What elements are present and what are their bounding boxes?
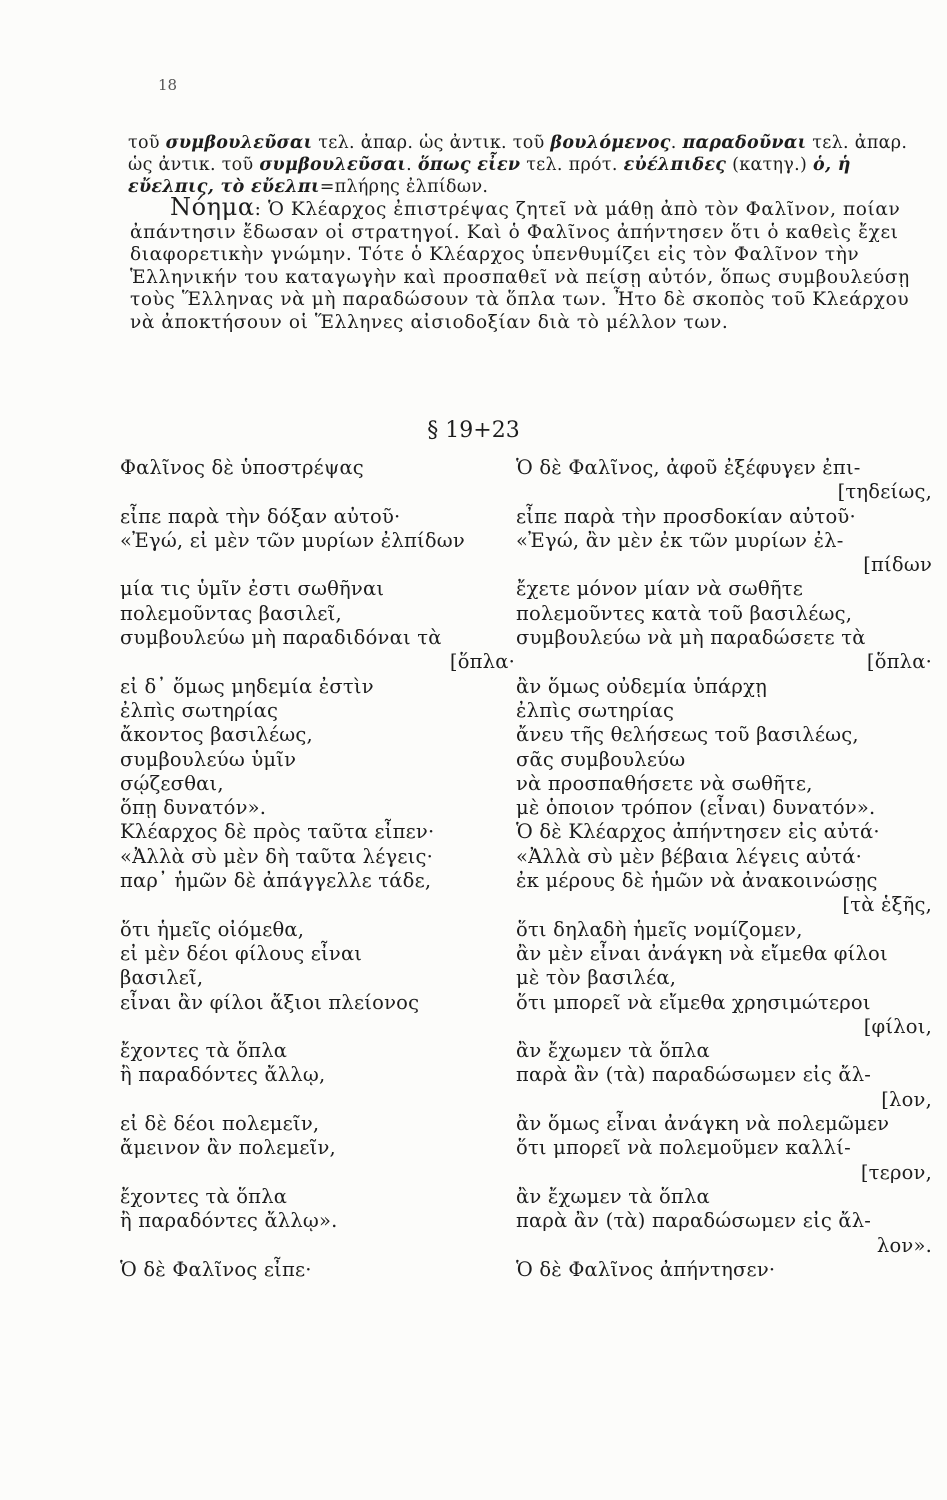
greek-line: παρ᾽ ἡμῶν δὲ ἀπάγγελλε τάδε,	[120, 869, 432, 893]
translation-line: συμβουλεύω νὰ μὴ παραδώσετε τὰ	[516, 626, 866, 650]
greek-line: Φαλῖνος δὲ ὑποστρέψας	[120, 456, 364, 479]
translation-line: [πίδων	[863, 553, 932, 577]
translation-line: «Ἀλλὰ σὺ μὲν βέβαια λέγεις αὐτά·	[516, 844, 863, 868]
greek-line: μία τις ὑμῖν ἐστι σωθῆναι	[120, 577, 385, 601]
note-term: εὐέλπιδες	[623, 155, 727, 175]
translation-line: παρὰ ἂν (τὰ) παραδώσωμεν εἰς ἄλ-	[516, 1063, 872, 1087]
greek-line: εἰ δ᾽ ὅμως μηδεμία ἐστὶν	[120, 674, 374, 698]
greek-line	[120, 480, 515, 504]
greek-line	[120, 1015, 515, 1039]
translation-line: [λον,	[881, 1087, 932, 1111]
translation-line: Ὁ δὲ Κλέαρχος ἀπήντησεν εἰς αὐτά·	[516, 820, 880, 844]
translation-line: παρὰ ἂν (τὰ) παραδώσωμεν εἰς ἄλ-	[516, 1209, 872, 1233]
greek-line: συμβουλεύω μὴ παραδιδόναι τὰ	[120, 626, 442, 650]
note-text: (κατηγ.)	[726, 155, 813, 175]
greek-line: [ὅπλα·	[449, 650, 515, 674]
translation-line: ὅτι δηλαδὴ ἡμεῖς νομίζομεν,	[516, 917, 803, 941]
note-text: .	[670, 133, 683, 153]
greek-line: σῴζεσθαι,	[120, 771, 224, 795]
note-text: τελ. ἀπαρ. ὡς ἀντικ. τοῦ	[312, 133, 551, 153]
meaning-paragraph	[130, 193, 930, 334]
meaning-label: Νόημα	[170, 193, 255, 221]
greek-line: Κλέαρχος δὲ πρὸς ταῦτα εἶπεν·	[120, 820, 435, 844]
greek-line: βασιλεῖ,	[120, 966, 204, 990]
translation-line: Ὁ δὲ Φαλῖνος ἀπήντησεν·	[516, 1257, 776, 1281]
translation-line: ἂν μὲν εἶναι ἀνάγκη νὰ εἴμεθα φίλοι	[516, 941, 888, 965]
note-term: ὅπως εἶεν	[417, 155, 521, 175]
translation-line: [τὰ ἑξῆς,	[842, 893, 932, 917]
greek-line	[120, 1234, 515, 1258]
note-text: .	[406, 155, 418, 175]
translation-line: ἂν ὅμως εἶναι ἀνάγκη νὰ πολεμῶμεν	[516, 1112, 890, 1136]
translation-line: [τερον,	[860, 1160, 932, 1184]
translation-line: νὰ προσπαθήσετε νὰ σωθῆτε,	[516, 771, 813, 795]
greek-line	[120, 1088, 515, 1112]
note-term: συμβουλεῦσαι	[165, 133, 313, 153]
greek-line: ἄκοντος βασιλέως,	[120, 723, 313, 747]
note-term: βουλόμενος	[550, 133, 671, 153]
note-text: τοῦ	[128, 133, 166, 153]
translation-line: ἂν ἔχωμεν τὰ ὅπλα	[516, 1184, 710, 1208]
section-heading: § 19+23	[427, 418, 520, 443]
greek-line	[120, 1161, 515, 1185]
translation-line: Ὁ δὲ Φαλῖνος, ἀφοῦ ἐξέφυγεν ἐπι-	[516, 456, 861, 479]
greek-line: ὅπῃ δυνατόν».	[120, 796, 267, 820]
greek-line: ἔχοντες τὰ ὅπλα	[120, 1039, 288, 1063]
translation-line: ἂν ὅμως οὐδεμία ὑπάρχῃ	[516, 674, 767, 698]
greek-line: ἢ παραδόντες ἄλλῳ,	[120, 1063, 326, 1087]
greek-line: ἐλπὶς σωτηρίας	[120, 698, 279, 722]
translation-line: λον».	[876, 1233, 932, 1257]
grammar-notes	[128, 132, 928, 198]
greek-line: ἄμεινον ἂν πολεμεῖν,	[120, 1136, 336, 1160]
note-term: παραδοῦναι	[682, 133, 807, 153]
note-text: τελ. πρότ.	[520, 155, 624, 175]
greek-line: πολεμοῦντας βασιλεῖ,	[120, 601, 342, 625]
greek-line: ὅτι ἡμεῖς οἰόμεθα,	[120, 917, 305, 941]
note-text: τελ. ἀπαρ. ὡς ἀντικ. τοῦ	[128, 133, 908, 175]
translation-line: ἔχετε μόνον μίαν νὰ σωθῆτε	[516, 577, 804, 601]
translation-line: ἄνευ τῆς θελήσεως τοῦ βασιλέως,	[516, 723, 859, 747]
translation-line: πολεμοῦντες κατὰ τοῦ βασιλέως,	[516, 601, 853, 625]
greek-line: «Ἐγώ, εἰ μὲν τῶν μυρίων ἐλπίδων	[120, 528, 465, 552]
translation-line: [φίλοι,	[863, 1014, 932, 1038]
greek-line: ἢ παραδόντες ἄλλῳ».	[120, 1209, 338, 1233]
note-term: ὁ, ἡ εὔελπις, τὸ εὔελπι	[128, 155, 851, 197]
original-text-column	[120, 456, 515, 1282]
page-number: 18	[158, 76, 178, 94]
translation-line: ἂν ἔχωμεν τὰ ὅπλα	[516, 1039, 710, 1063]
translation-line: ὅτι μπορεῖ νὰ εἴμεθα χρησιμώτεροι	[516, 990, 871, 1014]
greek-line: «Ἀλλὰ σὺ μὲν δὴ ταῦτα λέγεις·	[120, 844, 434, 868]
translation-line: εἶπε παρὰ τὴν προσδοκίαν αὐτοῦ·	[516, 504, 856, 528]
greek-line: ἔχοντες τὰ ὅπλα	[120, 1184, 288, 1208]
note-text: =πλήρης ἐλπίδων.	[319, 177, 489, 197]
greek-line: εἶπε παρὰ τὴν δόξαν αὐτοῦ·	[120, 504, 401, 528]
translation-line: [τηδείως,	[837, 480, 932, 504]
translation-line: σᾶς συμβουλεύω	[516, 747, 686, 771]
translation-line: [ὅπλα·	[866, 650, 932, 674]
greek-line: εἶναι ἂν φίλοι ἄξιοι πλείονος	[120, 990, 420, 1014]
greek-line: εἰ μὲν δέοι φίλους εἶναι	[120, 941, 363, 965]
translation-line: ὅτι μπορεῖ νὰ πολεμοῦμεν καλλί-	[516, 1136, 851, 1160]
meaning-text: : Ὁ Κλέαρχος ἐπιστρέψας ζητεῖ νὰ μάθῃ ἀπὸ τὸν Φαλῖνον, ποίαν ἀπάντησιν ἔδωσαν οἱ στρατηγοί. Καὶ ὁ Φαλῖνος ἀπήντησεν ὅτι ὁ καθεὶς ἔχει διαφορετικὴν γνώμην. Τότε ὁ Κλέαρχος ὑπενθυμίζει εἰς τὸν Φαλῖνον τὴν Ἑλληνικήν του καταγωγὴν καὶ προσπαθεῖ νὰ πείσῃ αὐτόν, ὅπως συμβουλεύσῃ τοὺς Ἕλληνας νὰ μὴ παραδώσουν τὰ ὅπλα των. Ἦτο δὲ σκοπὸς τοῦ Κλεάρχου νὰ ἀποκτήσουν οἱ Ἕλληνες αἰσιοδοξίαν διὰ τὸ μέλλον των.	[130, 199, 910, 333]
translation-column	[516, 456, 932, 1282]
note-term: συμβουλεῦσαι	[259, 155, 407, 175]
translation-line: μὲ ὁποιον τρόπον (εἶναι) δυνατόν».	[516, 796, 876, 820]
translation-line: «Ἐγώ, ἂν μὲν ἐκ τῶν μυρίων ἐλ-	[516, 528, 844, 552]
translation-line: ἐκ μέρους δὲ ἡμῶν νὰ ἀνακοινώσῃς	[516, 869, 878, 893]
translation-line: μὲ τὸν βασιλέα,	[516, 966, 677, 990]
greek-line	[120, 553, 515, 577]
greek-line: Ὁ δὲ Φαλῖνος εἶπε·	[120, 1257, 312, 1281]
translation-line: ἐλπὶς σωτηρίας	[516, 698, 675, 722]
greek-line: εἰ δὲ δέοι πολεμεῖν,	[120, 1112, 320, 1136]
greek-line	[120, 893, 515, 917]
greek-line: συμβουλεύω ὑμῖν	[120, 747, 297, 771]
